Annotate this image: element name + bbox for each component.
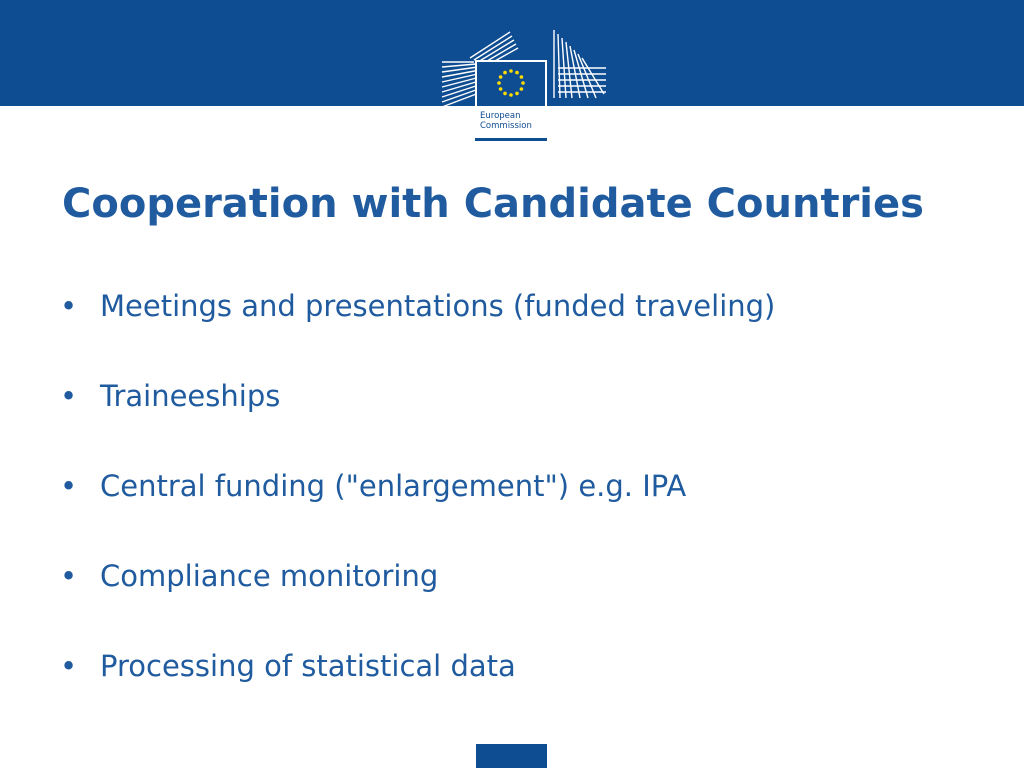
bullet-text: Central funding ("enlargement") e.g. IPA [100, 469, 687, 503]
bullet-text: Compliance monitoring [100, 559, 439, 593]
list-item [60, 374, 775, 464]
slide-title: Cooperation with Candidate Countries [62, 181, 924, 227]
bullet-icon: • [60, 289, 78, 323]
footer-flag-block [476, 744, 547, 768]
list-item [60, 644, 775, 734]
bullet-icon: • [60, 559, 78, 593]
european-commission-logo [440, 28, 610, 144]
logo-text: European Commission [480, 111, 532, 131]
bullet-text: Processing of statistical data [100, 649, 516, 683]
bullet-list [60, 284, 775, 734]
bullet-icon: • [60, 379, 78, 413]
list-item [60, 284, 775, 374]
bullet-text: Traineeships [100, 379, 281, 413]
bullet-icon: • [60, 469, 78, 503]
bullet-icon: • [60, 649, 78, 683]
bullet-text: Meetings and presentations (funded traveling) [100, 289, 776, 323]
list-item [60, 464, 775, 554]
list-item [60, 554, 775, 644]
